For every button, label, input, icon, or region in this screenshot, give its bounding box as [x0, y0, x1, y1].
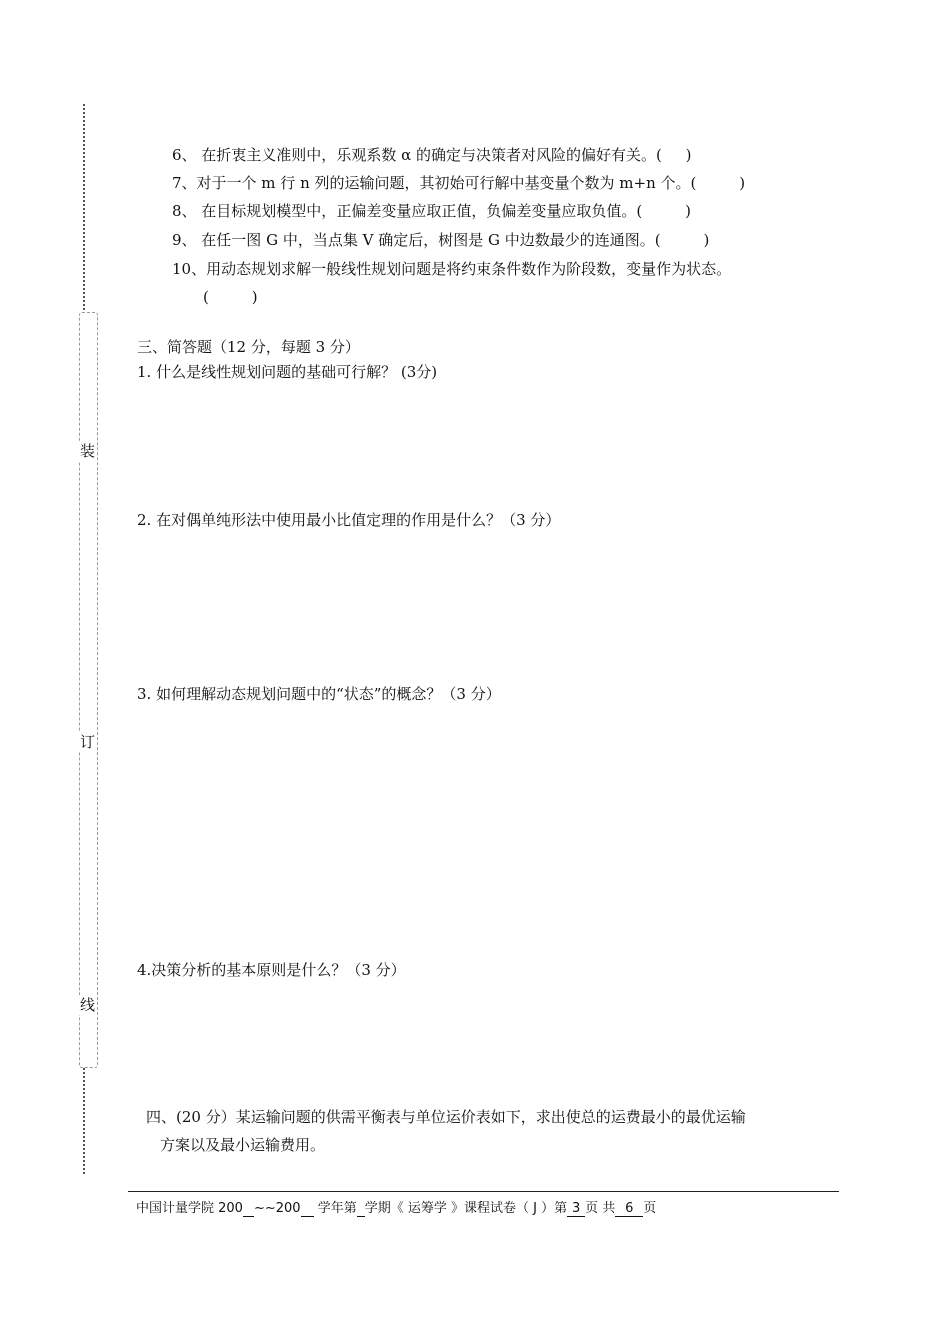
- short-answer-question-4: 4.决策分析的基本原则是什么？（3 分）: [137, 961, 406, 979]
- binding-char-zhuang: 装: [79, 442, 95, 460]
- section-3-title: 三、简答题（12 分，每题 3 分）: [137, 338, 360, 356]
- section-4-line-2: 方案以及最小运输费用。: [160, 1136, 326, 1154]
- judgement-item-6: 6、 在折衷主义准则中，乐观系数 α 的确定与决策者对风险的偏好有关。( ): [172, 146, 692, 164]
- binding-char-ding: 订: [79, 733, 95, 751]
- judgement-item-10: 10、用动态规划求解一般线性规划问题是将约束条件数作为阶段数，变量作为状态。: [172, 260, 732, 278]
- footer-mid: 学年第: [313, 1201, 357, 1216]
- binding-margin-box: [79, 312, 98, 1068]
- footer-page-word: 页 共: [585, 1201, 616, 1216]
- section-4-line-1: 四、(20 分）某运输问题的供需平衡表与单位运价表如下，求出使总的运费最小的最优运输: [146, 1108, 746, 1126]
- footer-prefix: 中国计量学院 200: [136, 1201, 243, 1216]
- binding-char-xian: 线: [79, 996, 95, 1014]
- footer-page-suffix: 页: [643, 1201, 657, 1216]
- footer-rule: [128, 1191, 839, 1192]
- short-answer-question-1: 1. 什么是线性规划问题的基础可行解？ (3分): [137, 363, 438, 381]
- judgement-item-9: 9、 在任一图 G 中，当点集 V 确定后，树图是 G 中边数最少的连通图。( ): [172, 231, 710, 249]
- footer-page-total: 6: [615, 1201, 643, 1217]
- judgement-item-7: 7、对于一个 m 行 n 列的运输问题，其初始可行解中基变量个数为 m+n 个。( ): [172, 174, 746, 192]
- short-answer-question-2: 2. 在对偶单纯形法中使用最小比值定理的作用是什么？（3 分）: [137, 511, 561, 529]
- footer-sep: ~~200: [253, 1201, 301, 1216]
- page-footer: [136, 1200, 656, 1218]
- footer-year-blank-1: [243, 1201, 254, 1217]
- short-answer-question-3: 3. 如何理解动态规划问题中的“状态”的概念？（3 分）: [137, 685, 501, 703]
- footer-page-current: 3: [567, 1201, 585, 1217]
- footer-term-blank: [357, 1201, 365, 1217]
- judgement-item-8: 8、 在目标规划模型中，正偏差变量应取正值，负偏差变量应取负值。( ): [172, 202, 691, 220]
- footer-year-blank-2: [301, 1201, 314, 1217]
- footer-course: 学期《 运筹学 》课程试卷（ J ）第: [364, 1201, 568, 1216]
- judgement-item-10-answer: ( ): [203, 288, 258, 306]
